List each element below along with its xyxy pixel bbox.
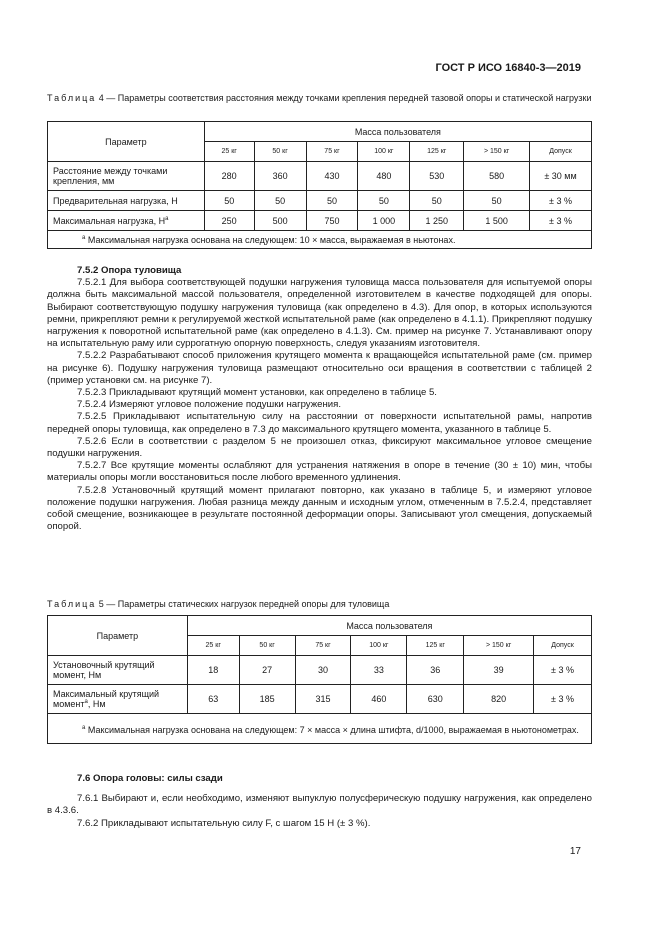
table4-mass-header: Масса пользователя [204,122,591,142]
table4-col-header: 125 кг [410,142,464,162]
table5-caption [47,599,592,611]
table-row [48,162,592,191]
paragraph: 7.5.2.1 Для выбора соответствующей подушки нагружения туловища масса пользователя для испытуемой опоры должна быть максимальной массой пользователя, определенной изготовителем в качестве подходящей для опоры. Выбирают соответствующую подушку нагружения туловища (как определено в 4.3). Для опор, в которых используются ремни, прикрепляют ремни к регулируемой жесткой испытательной раме (как определено в 4.1.1). Прикрепляют подушку нагружения к поворотной испытательной раме (как определено в 4.1.3). См. пример на рисунке 7. Устанавливают опору на испытательную раму или суррогатную опорную поверхность, следуя указаниям изготовителя. [47,277,592,350]
table5-footnote [48,714,592,744]
table-row [48,211,592,231]
table5-caption-text: 5 — Параметры статических нагрузок передней опоры для туловища [96,599,390,609]
cell: 820 [464,685,534,714]
table5-col-header: > 150 кг [464,636,534,656]
cell: 580 [464,162,530,191]
cell: ± 30 мм [530,162,592,191]
cell: 50 [410,191,464,211]
cell: ± 3 % [534,685,592,714]
table-row [48,656,592,685]
cell: 460 [351,685,407,714]
row-label-text: Максимальный крутящий момент [53,689,160,709]
cell: 315 [295,685,351,714]
row-label-unit: , Нм [87,699,106,709]
footnote-mark: a [82,724,86,731]
paragraph: 7.5.2.8 Установочный крутящий момент прилагают повторно, как указано в таблице 5, и измеряют угловое положение подушки нагружения. Любая разница между данным и исходным углом, отмеченным в 7.5.2.4, представляет собой смещение, возникающее в результате постоянной деформации опоры. Записывают угол смещения, допускаемый опорой. [47,484,592,533]
cell: 630 [407,685,464,714]
cell: 30 [295,656,351,685]
table-row [48,685,592,714]
cell: 50 [254,191,306,211]
table5-col-header: 125 кг [407,636,464,656]
cell: ± 3 % [530,211,592,231]
cell: 530 [410,162,464,191]
paragraph: 7.5.2.7 Все крутящие моменты ослабляют для устранения натяжения в опоре в течение (30 ± 10) мин, чтобы материалы опоры могли восстановиться после любого временного удлинения. [47,460,592,484]
cell: 18 [187,656,239,685]
cell: 360 [254,162,306,191]
document-header-id: ГОСТ Р ИСО 16840-3—2019 [435,62,581,74]
table4 [47,121,592,249]
table5-col-header: Допуск [534,636,592,656]
cell: 36 [407,656,464,685]
table4-param-header: Параметр [48,122,205,162]
cell: 430 [306,162,358,191]
row-label: Установочный крутящий момент, Нм [48,656,188,685]
section-heading: 7.6 Опора головы: силы сзади [77,773,223,784]
table4-col-header: Допуск [530,142,592,162]
table4-col-header: 25 кг [204,142,254,162]
table5-col-header: 75 кг [295,636,351,656]
cell: 1 250 [410,211,464,231]
cell: 500 [254,211,306,231]
cell: 750 [306,211,358,231]
row-label [48,211,205,231]
footnote-ref: a [84,699,88,705]
paragraph: 7.5.2.4 Измеряют угловое положение подушки нагружения. [77,399,341,411]
paragraph: 7.6.1 Выбирают и, если необходимо, изменяют выпуклую полусферическую подушку нагружения, как определено в 4.3.6. [47,793,592,817]
row-label [48,685,188,714]
cell: 280 [204,162,254,191]
row-label: Расстояние между точками крепления, мм [48,162,205,191]
table5-mass-header: Масса пользователя [187,616,591,636]
cell: 250 [204,211,254,231]
table5-col-header: 25 кг [187,636,239,656]
cell: 33 [351,656,407,685]
paragraph: 7.5.2.2 Разрабатывают способ приложения крутящего момента к вращающейся испытательной раме (см. пример на рисунке 6). Подушку нагружения туловища размещают относительно оси вращения в соответствии с таблицей 2 (пример установки см. на рисунке 7). [47,350,592,386]
paragraph: 7.5.2.5 Прикладывают испытательную силу на расстоянии от поверхности испытательной рамы, напротив передней опоры туловища, как определено в 7.3 до максимального крутящего момента, указанного в таблице 5. [47,411,592,435]
table4-col-header: > 150 кг [464,142,530,162]
cell: 480 [358,162,410,191]
table4-col-header: 75 кг [306,142,358,162]
table4-col-header: 50 кг [254,142,306,162]
row-label: Предварительная нагрузка, Н [48,191,205,211]
paragraph: 7.5.2.6 Если в соответствии с разделом 5 не произошел отказ, фиксируют максимальное угловое смещение подушки нагружения. [47,435,592,460]
table4-col-header: 100 кг [358,142,410,162]
table4-footnote [48,231,592,249]
footnote-ref: a [165,215,169,222]
page-number: 17 [569,846,581,857]
cell: 185 [239,685,295,714]
cell: 50 [306,191,358,211]
footnote-text: Максимальная нагрузка основана на следующем: 10 × масса, выражаемая в ньютонах. [87,234,456,245]
table4-caption [47,93,592,105]
cell: 1 500 [464,211,530,231]
table5-col-header: 100 кг [351,636,407,656]
section-heading: 7.5.2 Опора туловища [77,265,182,276]
cell: 27 [239,656,295,685]
section-7-5-2 [47,265,592,533]
cell: 63 [187,685,239,714]
cell: 39 [464,656,534,685]
cell: 50 [204,191,254,211]
cell: 1 000 [358,211,410,231]
paragraph: 7.5.2.3 Прикладывают крутящий момент установки, как определено в таблице 5. [77,387,437,399]
footnote-text: Максимальная нагрузка основана на следующем: 7 × масса × длина штифта, d/1000, выражаемая в ньютонометрах. [87,724,579,735]
cell: 50 [464,191,530,211]
table5-param-header: Параметр [48,616,188,656]
cell: ± 3 % [530,191,592,211]
cell: ± 3 % [534,656,592,685]
table4-caption-label: Таблица [47,93,97,103]
table5-caption-label: Таблица [47,599,97,609]
table4-caption-text: 4 — Параметры соответствия расстояния между точками крепления передней тазовой опоры и статической нагрузки [96,93,592,103]
table5-col-header: 50 кг [239,636,295,656]
table-row [48,191,592,211]
cell: 50 [358,191,410,211]
paragraph: 7.6.2 Прикладывают испытательную силу F, с шагом 15 Н (± 3 %). [77,817,371,829]
footnote-mark: a [82,234,86,241]
row-label-text: Максимальная нагрузка, Н [53,215,166,226]
table5 [47,615,592,744]
section-7-6 [47,773,592,830]
